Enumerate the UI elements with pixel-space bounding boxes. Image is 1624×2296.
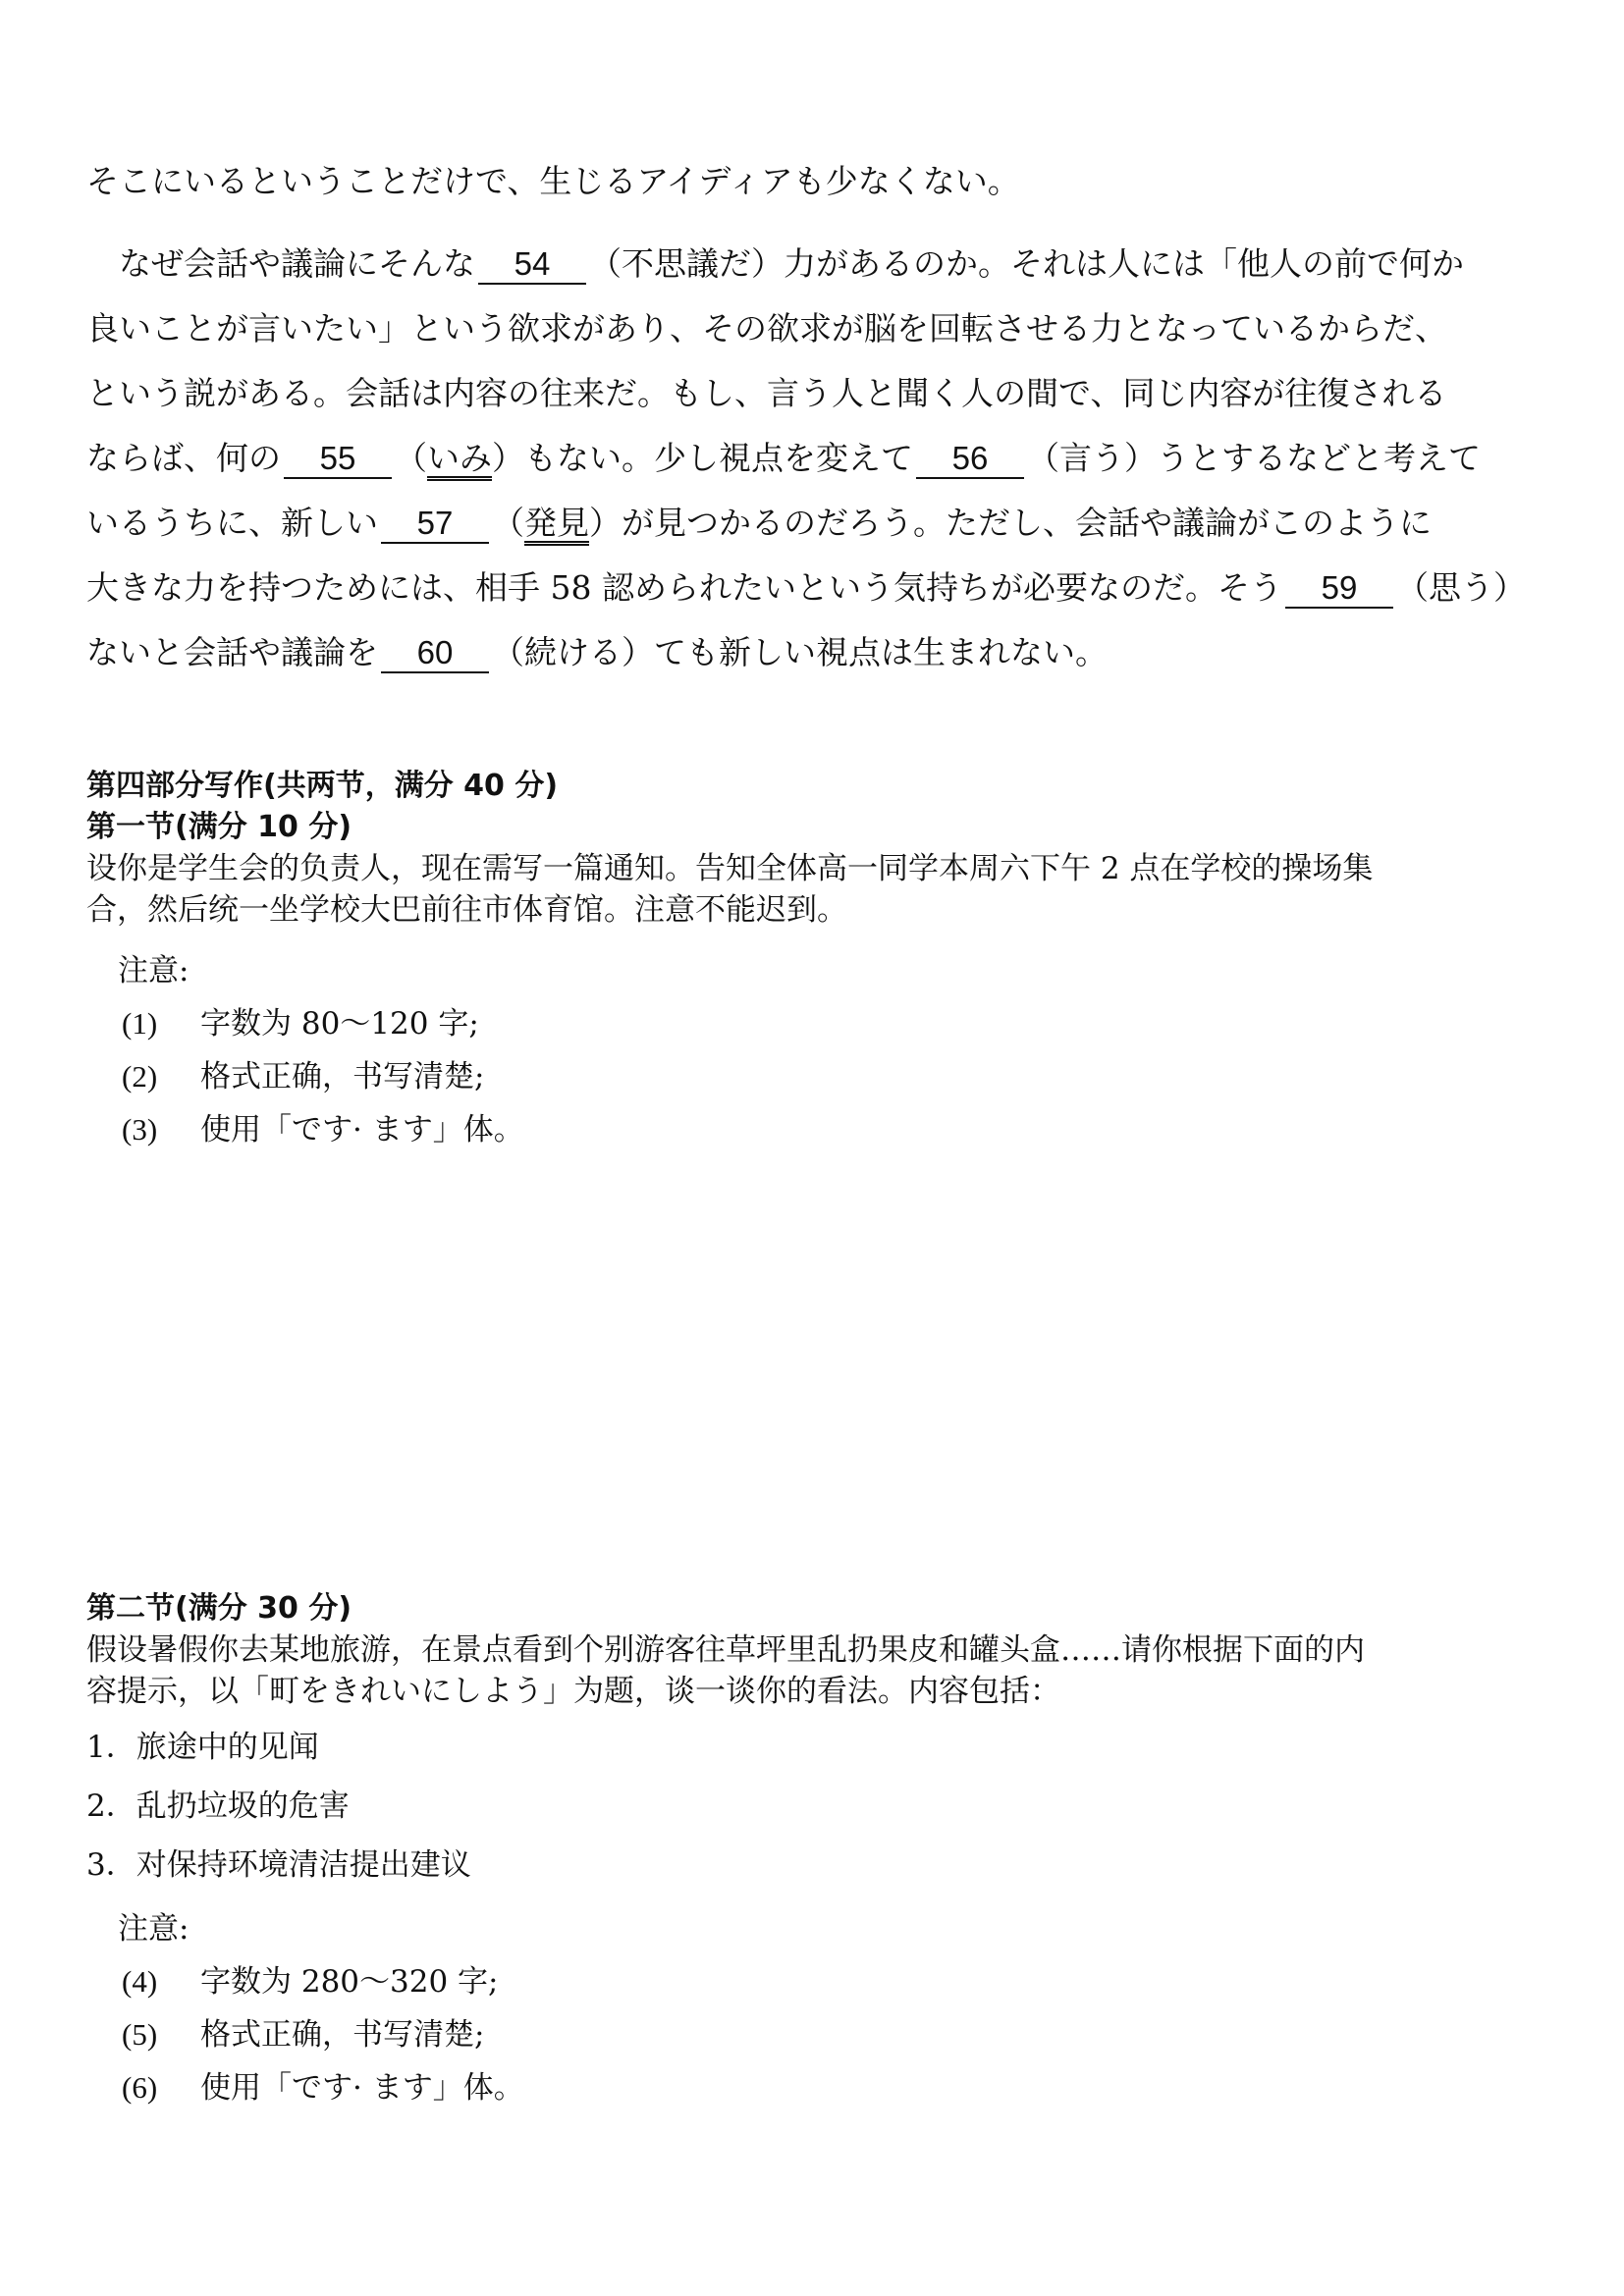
underlined-word: 発見 xyxy=(524,506,589,546)
note-number: (2) xyxy=(122,1059,158,1094)
section2-prompt-line: 假设暑假你去某地旅游，在景点看到个别游客往草坪里乱扔果皮和罐头盒……请你根据下面的内 xyxy=(86,1632,1365,1668)
note-number: (6) xyxy=(122,2070,158,2105)
section1-title: 第一节(满分 10 分) xyxy=(86,810,352,844)
answer-blank-57: 57 xyxy=(381,505,489,544)
passage-line xyxy=(86,232,1540,296)
passage-text: ）もない。少し視点を変えて xyxy=(492,439,913,477)
passage-line xyxy=(86,296,1540,361)
passage-text: （続ける）ても新しい視点は生まれない。 xyxy=(492,633,1108,671)
passage-text: 大きな力を持つためには、相手 58 認められたいという気持ちが必要なのだ。そう xyxy=(86,568,1282,607)
passage-text: （言う）うとするなどと考えて xyxy=(1027,439,1481,477)
passage-text: ないと会話や議論を xyxy=(86,633,378,671)
note-number: (1) xyxy=(122,1006,158,1041)
note-text: 格式正确，书写清楚; xyxy=(200,2017,485,2053)
content-item: 1．旅途中的见闻 xyxy=(86,1730,319,1765)
passage-line xyxy=(86,426,1540,491)
answer-blank-54: 54 xyxy=(478,245,586,285)
content-item: 3．对保持环境清洁提出建议 xyxy=(86,1847,471,1883)
section2-note-item xyxy=(122,1955,1540,2008)
note-text: 字数为 280～320 字; xyxy=(200,1964,499,2000)
section1-note-item xyxy=(122,1050,1540,1103)
passage-text: ）が見つかるのだろう。ただし、会話や議論がこのように xyxy=(589,504,1432,542)
passage-text: （ xyxy=(492,504,524,542)
section1-prompt-line: 设你是学生会的负责人，现在需写一篇通知。告知全体高一同学本周六下午 2 点在学校的操场集 xyxy=(86,851,1374,886)
note-number: (5) xyxy=(122,2017,158,2052)
section2-block xyxy=(86,1588,1540,2114)
note-text: 使用「です· ます」体。 xyxy=(200,1112,524,1148)
section1-note-label: 注意: xyxy=(118,953,189,988)
answer-blank-59: 59 xyxy=(1285,569,1393,609)
section1-note-item xyxy=(122,1103,1540,1156)
section1-prompt-line: 合，然后统一坐学校大巴前往市体育馆。注意不能迟到。 xyxy=(86,892,847,928)
note-number: (3) xyxy=(122,1112,158,1147)
passage-text: いるうちに、新しい xyxy=(86,504,378,542)
note-text: 字数为 80～120 字; xyxy=(200,1006,479,1041)
section2-note-item xyxy=(122,2061,1540,2114)
answer-blank-56: 56 xyxy=(916,440,1024,479)
section2-prompt-line: 容提示，以「町をきれいにしよう」为题，谈一谈你的看法。内容包括： xyxy=(86,1674,1060,1709)
passage-line xyxy=(86,556,1540,620)
passage-paragraph xyxy=(86,232,1540,685)
passage-text: （不思議だ）力があるのか。それは人には「他人の前で何か xyxy=(589,244,1464,283)
passage-text: という説がある。会話は内容の往来だ。もし、言う人と聞く人の間で、同じ内容が往復される xyxy=(86,374,1447,412)
passage-line xyxy=(86,491,1540,556)
passage-line xyxy=(86,361,1540,426)
section2-note-label: 注意: xyxy=(118,1911,189,1947)
part4-title: 第四部分写作(共两节，满分 40 分) xyxy=(86,769,559,803)
passage-text: ならば、何の xyxy=(86,439,281,477)
section2-title: 第二节(满分 30 分) xyxy=(86,1591,352,1626)
part4-block xyxy=(86,766,1540,1156)
passage-text: 良いことが言いたい」という欲求があり、その欲求が脳を回転させる力となっているからだ、 xyxy=(86,309,1447,347)
note-text: 格式正确，书写清楚; xyxy=(200,1059,485,1095)
answer-blank-55: 55 xyxy=(284,440,392,479)
passage-first-line: そこにいるということだけで、生じるアイディアも少なくない。 xyxy=(86,162,1020,200)
note-number: (4) xyxy=(122,1964,158,1999)
section1-note-item xyxy=(122,997,1540,1050)
passage-text: （思う） xyxy=(1395,568,1526,607)
passage-text: （ xyxy=(395,439,427,477)
passage-text: なぜ会話や議論にそんな xyxy=(119,244,475,283)
passage-line xyxy=(86,620,1540,685)
answer-blank-60: 60 xyxy=(381,634,489,673)
content-item: 2．乱扔垃圾的危害 xyxy=(86,1789,350,1824)
underlined-word: いみ xyxy=(427,441,492,481)
section2-note-item xyxy=(122,2008,1540,2061)
note-text: 使用「です· ます」体。 xyxy=(200,2070,524,2106)
